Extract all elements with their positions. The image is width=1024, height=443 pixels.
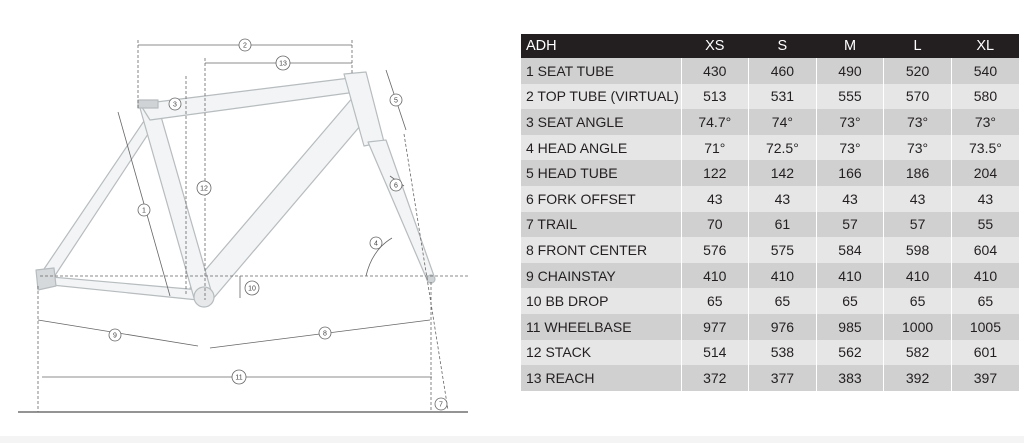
row-label: 5 HEAD TUBE — [521, 160, 681, 186]
row-label: 13 REACH — [521, 365, 681, 391]
table-cell: 73° — [816, 109, 884, 135]
table-cell: 43 — [681, 186, 749, 212]
row-label: 6 FORK OFFSET — [521, 186, 681, 212]
svg-text:5: 5 — [394, 97, 398, 105]
table-cell: 410 — [681, 263, 749, 289]
table-cell: 410 — [816, 263, 884, 289]
row-label: 11 WHEELBASE — [521, 314, 681, 340]
callout-10 — [245, 281, 259, 295]
header-size-xs: XS — [681, 34, 749, 58]
svg-text:7: 7 — [439, 401, 443, 409]
table-cell: 372 — [681, 365, 749, 391]
table-header-row — [521, 34, 1019, 58]
table-row — [521, 314, 1019, 340]
bike-frame-drawing — [36, 72, 435, 307]
table-row — [521, 109, 1019, 135]
callout-6 — [390, 179, 402, 191]
callout-9 — [109, 329, 121, 341]
table-cell: 43 — [884, 186, 952, 212]
table-cell: 601 — [951, 340, 1019, 366]
callout-5 — [390, 94, 402, 106]
table-cell: 65 — [884, 288, 952, 314]
table-cell: 1005 — [951, 314, 1019, 340]
table-cell: 73° — [951, 109, 1019, 135]
table-cell: 392 — [884, 365, 952, 391]
table-cell: 57 — [884, 212, 952, 238]
table-cell: 55 — [951, 212, 1019, 238]
table-row — [521, 288, 1019, 314]
header-size-l: L — [884, 34, 952, 58]
table-cell: 43 — [749, 186, 817, 212]
table-cell: 65 — [951, 288, 1019, 314]
header-size-xl: XL — [951, 34, 1019, 58]
table-cell: 74° — [749, 109, 817, 135]
table-row — [521, 365, 1019, 391]
table-cell: 43 — [816, 186, 884, 212]
table-cell: 73° — [884, 135, 952, 161]
table-row — [521, 160, 1019, 186]
callout-12 — [197, 181, 211, 195]
table-cell: 122 — [681, 160, 749, 186]
table-row — [521, 135, 1019, 161]
table-cell: 377 — [749, 365, 817, 391]
table-cell: 65 — [816, 288, 884, 314]
svg-text:6: 6 — [394, 182, 398, 190]
table-cell: 430 — [681, 58, 749, 84]
table-cell: 74.7° — [681, 109, 749, 135]
table-cell: 1000 — [884, 314, 952, 340]
callout-8 — [319, 327, 331, 339]
frame-geometry-diagram — [0, 0, 510, 443]
table-cell: 65 — [681, 288, 749, 314]
svg-text:8: 8 — [323, 330, 327, 338]
callout-3 — [169, 98, 181, 110]
table-cell: 73.5° — [951, 135, 1019, 161]
table-row — [521, 212, 1019, 238]
table-cell: 166 — [816, 160, 884, 186]
svg-text:4: 4 — [374, 240, 378, 248]
table-cell: 460 — [749, 58, 817, 84]
row-label: 9 CHAINSTAY — [521, 263, 681, 289]
header-adh: ADH — [521, 34, 681, 58]
table-cell: 575 — [749, 237, 817, 263]
table-cell: 976 — [749, 314, 817, 340]
table-cell: 531 — [749, 84, 817, 110]
row-label: 8 FRONT CENTER — [521, 237, 681, 263]
table-row — [521, 340, 1019, 366]
row-label: 12 STACK — [521, 340, 681, 366]
svg-text:13: 13 — [279, 60, 287, 68]
table-cell: 410 — [749, 263, 817, 289]
row-label: 2 TOP TUBE (VIRTUAL) — [521, 84, 681, 110]
table-row — [521, 263, 1019, 289]
table-cell: 71° — [681, 135, 749, 161]
table-cell: 383 — [816, 365, 884, 391]
table-cell: 555 — [816, 84, 884, 110]
table-row — [521, 58, 1019, 84]
header-size-m: M — [816, 34, 884, 58]
table-cell: 514 — [681, 340, 749, 366]
table-cell: 540 — [951, 58, 1019, 84]
svg-text:9: 9 — [113, 332, 117, 340]
table-cell: 73° — [816, 135, 884, 161]
table-cell: 410 — [884, 263, 952, 289]
svg-text:12: 12 — [200, 185, 208, 193]
row-label: 10 BB DROP — [521, 288, 681, 314]
table-cell: 65 — [749, 288, 817, 314]
table-cell: 576 — [681, 237, 749, 263]
geometry-table — [521, 34, 1019, 391]
table-cell: 72.5° — [749, 135, 817, 161]
row-label: 4 HEAD ANGLE — [521, 135, 681, 161]
table-cell: 977 — [681, 314, 749, 340]
svg-text:10: 10 — [248, 285, 256, 293]
row-label: 1 SEAT TUBE — [521, 58, 681, 84]
callout-11 — [232, 370, 246, 384]
table-cell: 142 — [749, 160, 817, 186]
table-cell: 582 — [884, 340, 952, 366]
table-cell: 538 — [749, 340, 817, 366]
svg-text:2: 2 — [243, 42, 247, 50]
table-cell: 43 — [951, 186, 1019, 212]
table-cell: 570 — [884, 84, 952, 110]
table-cell: 70 — [681, 212, 749, 238]
table-cell: 520 — [884, 58, 952, 84]
table-row — [521, 186, 1019, 212]
callout-7 — [435, 398, 447, 410]
row-label: 3 SEAT ANGLE — [521, 109, 681, 135]
table-cell: 204 — [951, 160, 1019, 186]
callout-1 — [138, 204, 150, 216]
bottom-strip — [0, 436, 1024, 443]
callout-2 — [239, 39, 251, 51]
table-cell: 61 — [749, 212, 817, 238]
table-cell: 604 — [951, 237, 1019, 263]
table-cell: 397 — [951, 365, 1019, 391]
svg-text:11: 11 — [235, 374, 243, 382]
table-row — [521, 237, 1019, 263]
table-row — [521, 84, 1019, 110]
table-cell: 513 — [681, 84, 749, 110]
table-cell: 490 — [816, 58, 884, 84]
table-cell: 584 — [816, 237, 884, 263]
table-cell: 580 — [951, 84, 1019, 110]
svg-text:3: 3 — [173, 101, 177, 109]
table-cell: 598 — [884, 237, 952, 263]
header-size-s: S — [749, 34, 817, 58]
table-cell: 410 — [951, 263, 1019, 289]
table-cell: 562 — [816, 340, 884, 366]
callout-13 — [276, 56, 290, 70]
table-cell: 985 — [816, 314, 884, 340]
row-label: 7 TRAIL — [521, 212, 681, 238]
table-cell: 57 — [816, 212, 884, 238]
svg-text:1: 1 — [142, 207, 146, 215]
callout-4 — [370, 237, 382, 249]
table-cell: 186 — [884, 160, 952, 186]
table-cell: 73° — [884, 109, 952, 135]
table-body — [521, 58, 1019, 391]
